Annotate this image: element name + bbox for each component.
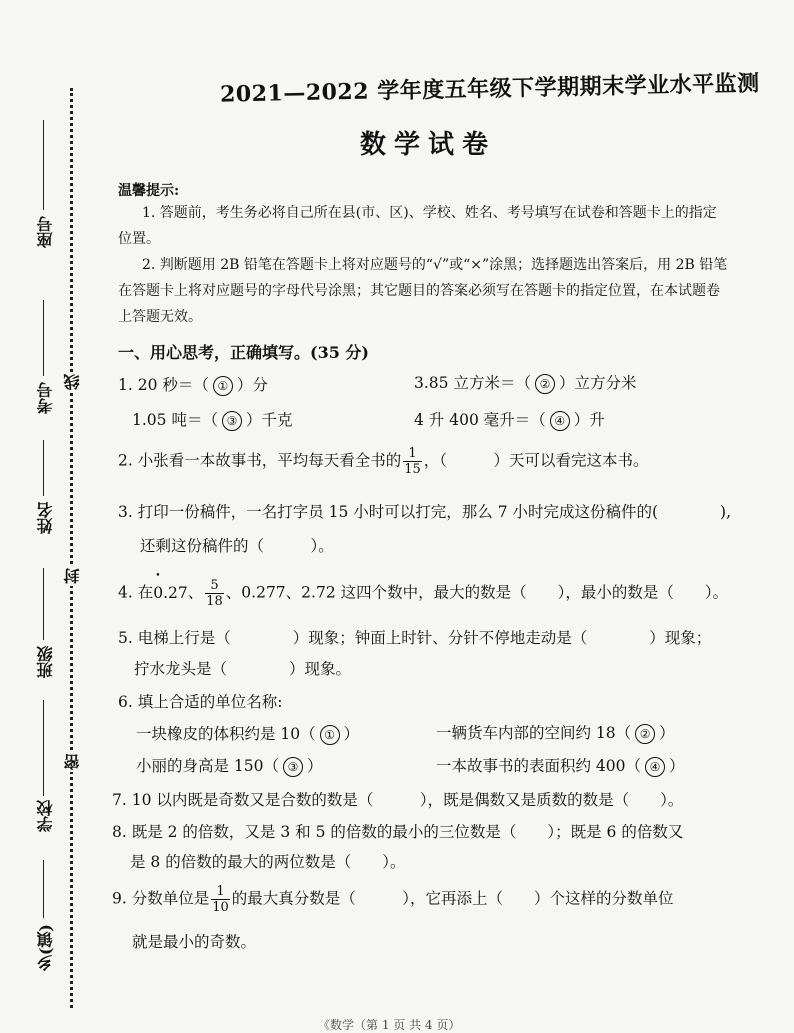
section-1-title: 一、用心思考，正确填写。(35 分) xyxy=(118,343,369,362)
blank-marker: ③ xyxy=(222,411,242,431)
exam-number-label: 考号 xyxy=(36,382,55,414)
township-label: 乡(镇) xyxy=(36,924,55,972)
blank-marker: ① xyxy=(320,725,340,745)
tip-1: 1. 答题前，考生务必将自己所在县(市、区)、学校、姓名、考号填写在试卷和答题卡上的指定位置。 xyxy=(118,205,717,247)
fraction: $\frac{1}{15}$ xyxy=(404,446,421,477)
class-label: 班级 xyxy=(36,646,55,678)
question-7: 7. 10 以内既是奇数又是合数的数是（ ），既是偶数又是质数的数是（ ）。 xyxy=(112,791,684,809)
seat-number-field[interactable] xyxy=(30,120,58,280)
school-label: 学校 xyxy=(36,800,55,832)
question-1b: 3.85 立方米＝（ ② ）立方分米 xyxy=(414,374,637,392)
fold-mark-seal: 封 xyxy=(63,568,82,584)
tips-heading: 温馨提示: xyxy=(118,183,180,199)
question-6b: 一辆货车内部的空间约 18（ ② ） xyxy=(436,724,675,742)
question-9-line-2: 就是最小的奇数。 xyxy=(132,933,257,951)
blank-marker: ② xyxy=(635,724,655,744)
question-1a: 1. 20 秒＝（ ① ）分 xyxy=(118,376,268,394)
exam-number-field[interactable] xyxy=(30,300,58,420)
blank-marker: ① xyxy=(213,376,233,396)
fraction: $\frac{1}{10}$ xyxy=(212,884,229,915)
question-3-line-2: 还剩这份稿件的（ ）。 xyxy=(140,537,334,555)
fraction: $\frac{5}{18}$ xyxy=(206,578,223,609)
blank-marker: ③ xyxy=(283,757,303,777)
question-9-line-1: 9. 分数单位是 $\frac{1}{10}$ 的最大真分数是（ ），它再添上（ ）个这样的分数单位 xyxy=(112,884,674,915)
question-1c: 1.05 吨＝（ ③ ）千克 xyxy=(132,411,293,429)
question-4: 4. 在• 0.27、 $\frac{5}{18}$ 、0.277、2.72 这四个数中，最大的数是（ ），最小的数是（ ）。 xyxy=(118,578,728,609)
question-3-line-1: 3. 打印一份稿件，一名打字员 15 小时可以打完，那么 7 小时完成这份稿件的( ), xyxy=(118,503,732,521)
blank-marker: ② xyxy=(535,374,555,394)
question-6a: 一块橡皮的体积约是 10（ ① ） xyxy=(136,725,360,743)
fold-mark-secret: 密 xyxy=(63,754,82,770)
exam-subtitle: 数学试卷 xyxy=(360,130,497,160)
question-6-heading: 6. 填上合适的单位名称: xyxy=(118,693,283,711)
question-1d: 4 升 400 毫升＝（ ④ ）升 xyxy=(414,411,605,429)
question-6c: 小丽的身高是 150（ ③ ） xyxy=(136,757,323,775)
exam-title: 2021—2022 学年度五年级下学期期末学业水平监测 xyxy=(219,70,760,108)
question-5-line-1: 5. 电梯上行是（ ）现象；钟面上时针、分针不停地走动是（ ）现象； xyxy=(118,629,712,647)
blank-marker: ④ xyxy=(645,757,665,777)
question-5-line-2: 拧水龙头是（ ）现象。 xyxy=(134,660,352,678)
fold-mark-line: 线 xyxy=(63,374,82,390)
school-field[interactable] xyxy=(30,700,58,850)
tip-2: 2. 判断题用 2B 铅笔在答题卡上将对应题号的“√”或“×”涂黑；选择题选出答案后，用 2B 铅笔在答题卡上将对应题号的字母代号涂黑；其它题目的答案必须写在答题卡的指定位置，在本试题卷上答题无效。 xyxy=(118,257,728,325)
question-2: 2. 小张看一本故事书，平均每天看全书的 $\frac{1}{15}$ ，（ ）天可以看完这本书。 xyxy=(118,446,649,477)
seal-dotted-line xyxy=(70,88,73,1008)
repeating-decimal: • 0.27 xyxy=(153,584,188,602)
name-field[interactable] xyxy=(30,440,58,540)
seat-number-label: 座号 xyxy=(36,216,55,248)
question-8-line-2: 是 8 的倍数的最大的两位数是（ ）。 xyxy=(130,853,406,871)
name-label: 姓名 xyxy=(36,502,55,534)
blank-marker: ④ xyxy=(550,411,570,431)
question-8-line-1: 8. 既是 2 的倍数，又是 3 和 5 的倍数的最小的三位数是（ ）；既是 6 的倍数又 xyxy=(112,823,684,841)
class-field[interactable] xyxy=(30,568,58,688)
page-footer: 《数学（第 1 页 共 4 页） xyxy=(318,1018,461,1032)
binding-margin xyxy=(0,0,110,1028)
question-6d: 一本故事书的表面积约 400（ ④ ） xyxy=(436,757,685,775)
township-field[interactable] xyxy=(30,860,58,1010)
